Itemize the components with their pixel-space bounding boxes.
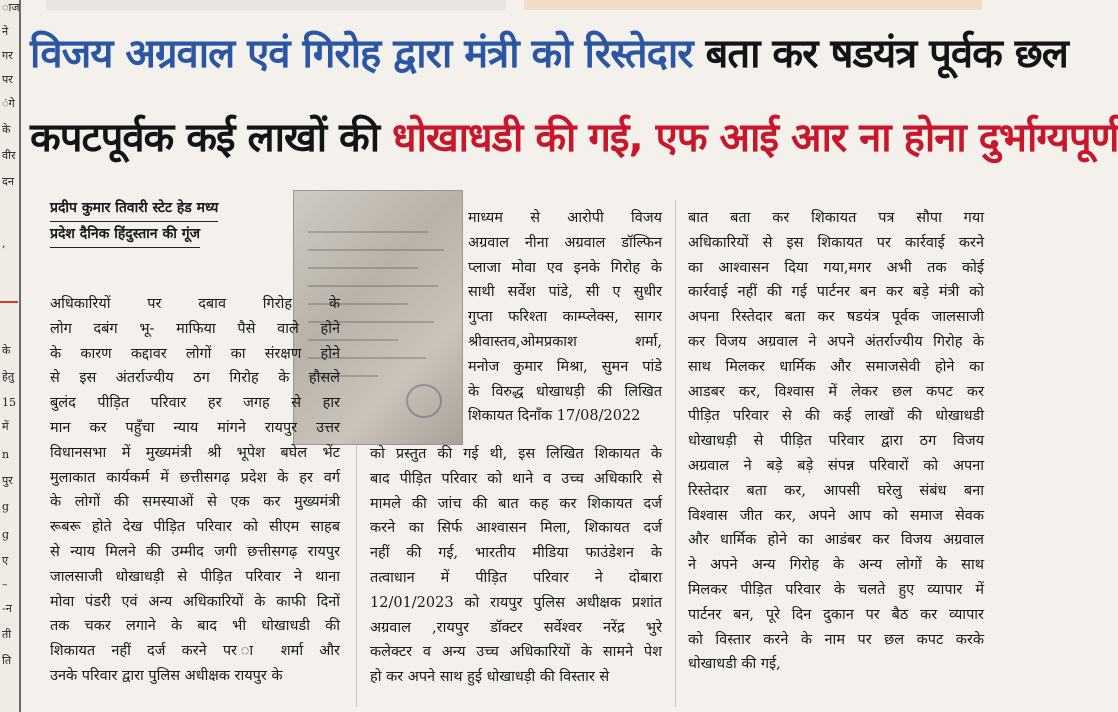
adjacent-column-fragment: पुर [2, 474, 13, 487]
adjacent-column-fragment: वीर [2, 149, 16, 162]
article-text-line: प्लाजा मोवा एव इनके गिरोह के [468, 259, 662, 276]
article-text-line: अग्रवाल नीना अग्रवाल डॉल्फिन [468, 234, 662, 251]
photo-text-line [308, 249, 444, 251]
article-text-line: के लोगों की समस्याओं से एक कर मुख्यमंत्री [50, 494, 340, 511]
article-text-line: नहीं की गई, भारतीय मीडिया फाउंडेशन के [370, 545, 662, 562]
article-text-line: और धार्मिक होने का आडंबर कर विजय अग्रवाल [688, 532, 984, 549]
article-text-line: का आश्वासन दिया गया,मगर अभी तक कोई [688, 259, 984, 276]
adjacent-column-fragment: , [2, 237, 6, 250]
adjacent-column-fragment: दन [2, 175, 14, 188]
adjacent-column-fragment: 15 [2, 396, 16, 409]
article-text-line: तत्वाधान में पीड़ित परिवार ने दोबारा [370, 569, 662, 586]
adjacent-column-strip [0, 0, 21, 712]
article-text-line: पार्टनर बन, पूरे दिन दुकान पर बैठ कर व्यापार [688, 606, 984, 623]
article-text-line: लोग दबंग भू- माफिया पैसे वाले होने [50, 320, 340, 337]
top-band-right [524, 0, 982, 10]
article-text-line: मिलकर पीड़ित परिवार के चलते हुए व्यापार में [688, 581, 984, 598]
article-text-line: धोखाधडी की गई, [688, 656, 781, 673]
article-text-line: जालसाजी धोखाधड़ी से पीड़ित परिवार ने थाना [50, 568, 340, 585]
article-text-line: माध्यम से आरोपी विजय [468, 210, 662, 226]
adjacent-column-fragment: के [2, 123, 11, 136]
adjacent-column-fragment: में [2, 420, 9, 433]
adjacent-column-fragment: ति [2, 654, 12, 667]
article-text-line: तक चकर लगाने के बाद भी धोखाधडी की [50, 618, 340, 635]
article-text-line: उनके परिवार द्वारा पुलिस अधीक्षक रायपुर के [50, 667, 283, 684]
column-gutter [356, 445, 357, 707]
adjacent-column-fragment: ए [2, 554, 9, 567]
photo-text-line [308, 285, 438, 287]
article-text-line: पीड़ित परिवार से की कई लाखों की धोखाधडी [688, 408, 984, 425]
article-text-line: हो कर अपने साथ हुई धोखाधड़ी की विस्तार से [370, 669, 610, 686]
article-text-line: मान कर पहुँचा न्याय मांगने रायपुर उत्तर [50, 419, 340, 436]
adjacent-column-fragment: – [2, 578, 8, 591]
adjacent-column-fragment: n [2, 448, 10, 461]
article-text-line: मोवा पंडरी एवं अन्य अधिकारियों के काफी दिनों [50, 593, 340, 610]
article-text-line: अग्रवाल ,रायपुर डॉक्टर सर्वेश्वर नरेंद्र भुरे [370, 619, 662, 636]
article-text-line: विधानसभा में मुख्यमंत्री श्री भूपेश बघेल भेंट [50, 444, 340, 461]
article-text-line: 12/01/2023 को रायपुर पुलिस अधीक्षक प्रशांत [370, 594, 662, 611]
article-text-line: से इस अंतर्राज्यीय ठग गिरोह के हौसले [50, 370, 340, 387]
headline-line-1-blue: विजय अग्रवाल एवं गिरोह द्वारा मंत्री को रिस्तेदार [30, 31, 693, 77]
article-text-line: रिस्तेदार बता कर, आपसी घरेलु संबंध बना [688, 482, 984, 499]
article-column-3 [688, 206, 984, 677]
byline [50, 196, 282, 248]
byline-line-2: प्रदेश दैनिक हिंदुस्तान की गूंज [50, 222, 200, 248]
article-text-line: अपना रिस्तेदार बता कर षडयंत्र पूर्वक जालसाजी [688, 309, 984, 326]
article-text-line: कलेक्टर व अन्य उच्च अधिकारियों के सामने पेश [370, 644, 662, 661]
adjacent-column-fragment: ने [2, 25, 9, 38]
column-gutter [675, 200, 676, 707]
article-text-line: आडबर कर, विश्वास में लेकर छल कपट कर [688, 383, 984, 400]
article-text-line: शिकायत नहीं दर्ज करने पर ा शर्मा और [50, 643, 340, 660]
adjacent-column-fragment: पर [2, 73, 13, 86]
article-text-line: से न्याय मिलने की उम्मीद जगी छत्तीसगढ़ रायपुर [50, 543, 340, 560]
article-text-line: के विरुद्ध धोखाधड़ी की लिखित [468, 383, 662, 400]
article-text-line: कार्रवाई नहीं की गई पार्टनर बन कर बड़े मंत्री को [688, 284, 984, 301]
red-rule [0, 301, 18, 303]
article-text-line: कर विजय अग्रवाल ने अपने अंतर्राज्यीय गिरोह के [688, 333, 984, 350]
article-text-line: अधिकारियों से इस शिकायत पर कार्रवाई करने [688, 234, 984, 251]
article-text-line: धोखाधड़ी से पीड़ित परिवार द्वारा ठग विजय [688, 433, 984, 450]
article-column-2-top [468, 206, 662, 429]
article-text-line: अधिकारियों पर दबाव गिरोह के [50, 296, 340, 312]
article-text-line: साथी सर्वेश पांडे, सी ए सुधीर [468, 284, 662, 301]
adjacent-column-fragment: -न [2, 602, 12, 615]
photo-text-line [308, 231, 428, 233]
adjacent-column-fragment: g [2, 528, 10, 541]
article-column-1 [50, 292, 340, 689]
headline-line-1 [30, 24, 1068, 79]
adjacent-column-fragment: के [2, 344, 11, 357]
adjacent-column-fragment: गर [2, 49, 13, 62]
photo-text-line [308, 267, 418, 269]
headline-line-2-black: कपटपूर्वक कई लाखों की [30, 115, 380, 161]
byline-line-1: प्रदीप कुमार तिवारी स्टेट हेड मध्य [50, 196, 218, 222]
article-text-line: साथ मिलकर धार्मिक और समाजसेवी होने का [688, 358, 984, 375]
article-text-line: के कारण कद्दावर लोगों का संरक्षण होने [50, 345, 340, 362]
adjacent-column-fragment: g [2, 500, 10, 513]
article-text-line: को विस्तार करने के नाम पर छल कपट करके [688, 631, 984, 648]
article-text-line: करने का सिर्फ आश्वासन मिला, शिकायत दर्ज [370, 520, 662, 537]
headline-line-2 [30, 108, 1118, 163]
headline-line-2-red: धोखाधडी की गई, एफ आई आर ना होना दुर्भाग्यपूर्ण [392, 115, 1118, 161]
article-text-line: मनोज कुमार मिश्रा, सुमन पांडे [468, 358, 662, 375]
article-text-line: रूबरू होते देख पीड़ित परिवार को सीएम साहब [50, 519, 340, 536]
adjacent-column-fragment: हेतु [2, 370, 15, 383]
article-text-line: मुलाकात कार्यकर्म में छत्तीसगढ़ प्रदेश के हर वर्ग [50, 469, 340, 486]
article-text-line: मामले की जांच की बात कह कर शिकायत दर्ज [370, 495, 662, 512]
column-divider [19, 0, 21, 712]
article-text-line: बाद पीड़ित परिवार को थाने व उच्च अधिकारि से [370, 470, 662, 487]
headline-line-1-black: बता कर षडयंत्र पूर्वक छल [705, 31, 1068, 77]
article-text-line: शिकायत दिनाँक 17/08/2022 [468, 408, 641, 425]
article-text-line: बात बता कर शिकायत पत्र सौपा गया [688, 210, 984, 226]
stamp-mark [406, 384, 442, 418]
article-text-line: बुलंद पीड़ित परिवार हर जगह से हार [50, 395, 340, 412]
article-column-2-bottom [370, 442, 662, 690]
article-text-line: अग्रवाल ने बड़े बड़े संपन्न परिवारों को अपना [688, 457, 984, 474]
article-text-line: श्रीवास्तव,ओमप्रकाश शर्मा, [468, 333, 662, 350]
adjacent-column-fragment: ती [2, 628, 12, 641]
adjacent-column-fragment: ाज [2, 1, 20, 14]
article-text-line: ने अपने अन्य गिरोह के अन्य लोगों के साथ [688, 557, 984, 574]
article-text-line: गुप्ता फरिश्ता काम्प्लेक्स, सागर [468, 309, 662, 326]
article-text-line: विश्वास जीत कर, अपने आप को समाज सेवक [688, 507, 984, 524]
top-band-left [46, 0, 506, 10]
article-text-line: को प्रस्तुत की गई थी, इस लिखित शिकायत के [370, 446, 662, 462]
adjacent-column-fragment: ंगे [2, 97, 15, 110]
